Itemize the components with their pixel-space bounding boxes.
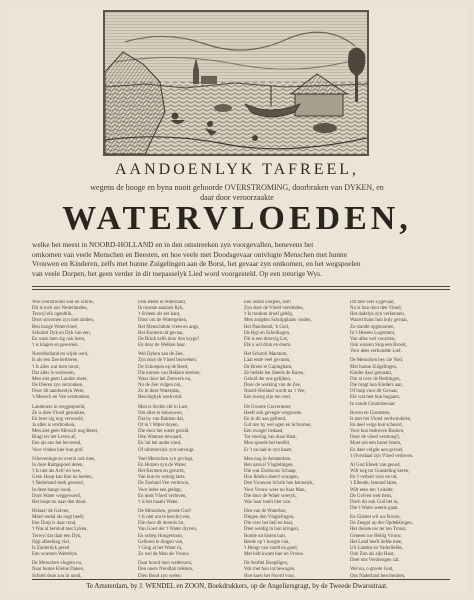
verse-line: De Schoepen op de Reed, bbox=[138, 364, 189, 370]
verse-line: En door de Welken haar. bbox=[138, 343, 186, 349]
song-column-4 bbox=[350, 300, 451, 578]
verse-line: Zo wel de Man als Vrouw. bbox=[138, 552, 190, 558]
verse-line: Die wat Zooboons Schaap, bbox=[244, 469, 297, 475]
verse-line: Elk u wil druk en doem. bbox=[244, 343, 292, 349]
verse-line: Zo stunde opgenomen, bbox=[350, 324, 395, 330]
verse-line: 't Hongt van voedt en goed, bbox=[244, 545, 298, 551]
verse-line: In 't Heeren Logement, bbox=[350, 330, 396, 336]
verse-line: Die 't Water weetis gaan. bbox=[350, 506, 399, 511]
verse-line: En boer zig nog verwoeld, bbox=[32, 416, 84, 422]
verse-line: Men ziet geen Landen meer, bbox=[32, 376, 88, 382]
verse-line: De Golven wek tiens, bbox=[350, 493, 393, 499]
verse-line: De Zeegol op der Opdekkingen, bbox=[350, 521, 413, 527]
verse-line: En deel velge hun scheurd, bbox=[350, 422, 403, 428]
verse-line: 't Ging al het Water in, bbox=[138, 545, 183, 551]
verse-line: Laat ende veel gevaren, bbox=[244, 358, 291, 364]
verse-line: Het dooste uw ter ten Troost, bbox=[350, 527, 407, 533]
verse-line: Daar hoord men wedersom, bbox=[138, 561, 193, 567]
verse-line: Geluid der ene gelijken, bbox=[244, 376, 291, 382]
verse-line: Van hun en weinig later, bbox=[138, 475, 186, 481]
verse-line: Ik moeste aanzien Ryk, bbox=[138, 306, 184, 312]
verse-line: Wel nu, o groote God, bbox=[350, 567, 394, 573]
verse-line: Om alles te behouwen, bbox=[138, 410, 183, 416]
verse-line: Die door de Water weeryk, bbox=[244, 493, 297, 499]
verse-line: En Hutzen zyn de Water, bbox=[138, 462, 187, 468]
verse-line: Is als een Zee herboren, bbox=[32, 358, 79, 364]
verse-line: 's Mensch en Vee verdronken. bbox=[32, 395, 91, 401]
verse-line: Het Kermen en gerucht, bbox=[138, 469, 185, 475]
verse-line: Scheveninge en overal ook mee, bbox=[32, 456, 96, 462]
verse-line: Die door het water gerold, bbox=[138, 429, 190, 435]
verse-line: Den Wateren bewaard, bbox=[138, 435, 183, 441]
verse-line: Landeners in weggespoeld, bbox=[32, 404, 86, 410]
verse-line: Een als ons het bevreesd, bbox=[32, 441, 82, 447]
verse-line: 't Is alles wat men hoort, bbox=[32, 364, 80, 370]
verse-line: 't Ellende, Iemand laten, bbox=[350, 481, 398, 487]
verse-line: Kinder daar gemaakt, bbox=[350, 370, 393, 376]
verse-line: Ook waaren Stop een Brood, bbox=[350, 343, 407, 349]
verse-line: Met bidt kwam hier en Vrouw. bbox=[244, 552, 304, 558]
verse-line: Waar door het Zeewerk nu, bbox=[138, 376, 192, 382]
verse-line: Nu is hun door den Vloed, bbox=[350, 306, 402, 312]
verse-line: Gelhoed te dragen van, bbox=[138, 539, 184, 545]
verse-line: Of hulp voor dit Gevaar, bbox=[350, 389, 399, 395]
verse-line: Mind veelal als nugt heeft, bbox=[32, 515, 85, 521]
song-column-1 bbox=[32, 300, 133, 578]
verse-line: 't Overdaad zyn Vloed verloven. bbox=[350, 453, 414, 459]
verse-line: Was haar boelt hier van. bbox=[244, 499, 292, 505]
verse-line: Schreit deze zoo in nood, bbox=[32, 573, 82, 578]
verse-line: Het Land heeft liefde mee, bbox=[350, 539, 403, 545]
verse-line: Terwyl dat daar een Dyk, bbox=[32, 533, 82, 539]
verse-line: Het Paardsend, 'k God, bbox=[244, 324, 290, 330]
verse-line: Ze is dien Vloed gezonken, bbox=[32, 410, 86, 416]
flood-woodcut-illustration bbox=[103, 10, 369, 156]
verse-line: Is met het Vloed verdwindelen, bbox=[350, 416, 412, 422]
verse-line: 't Is niet om te beschryven, bbox=[138, 515, 191, 521]
verse-line: Is Zuiderdyk gered bbox=[32, 545, 70, 551]
verse-line: Het Menschdom vrees en angs, bbox=[138, 324, 200, 330]
intro-line: welke het meest in NOORD-HOLLAND en in den omstreeken zyn voorgevallen, benevens het bbox=[32, 240, 314, 249]
verse-line: Of in 't Water doyen, bbox=[138, 422, 179, 428]
verse-line: En daer volgde uen gevoel, bbox=[350, 447, 404, 453]
verse-line: Dit is een droevig Lot, bbox=[244, 336, 289, 342]
verse-line: 't is klagen en gewenen. bbox=[32, 343, 79, 349]
verse-line: Heeft ook gevegte vergoorde, bbox=[244, 410, 303, 416]
verse-line: Hoe Ikbeko doen't wraagen, bbox=[244, 475, 299, 481]
verse-line: En onbeg Hongersnon, bbox=[138, 533, 183, 539]
verse-line: In zonde Grootsbevaar. bbox=[350, 401, 396, 407]
verse-line: Dien Bood zyn weten: bbox=[138, 573, 182, 578]
verse-line: Men ziet geen Mensch nog Beest, bbox=[32, 429, 99, 435]
verse-line: Men is Sechts stil in Last, bbox=[138, 404, 189, 410]
verse-line: De Grootte Gravermeer, bbox=[244, 404, 292, 410]
verse-line: Den van de Waterbar, bbox=[244, 509, 287, 514]
verse-line: Wilt nog tot Gunsteling keren, bbox=[350, 469, 410, 475]
verse-line: Door om de Watergetien, bbox=[138, 318, 188, 324]
verse-line: In deze bange nood, bbox=[32, 487, 72, 493]
verse-line: Die door dit deernis lot, bbox=[138, 521, 185, 527]
verse-line: Opp afbreking viel, bbox=[32, 539, 71, 545]
verse-line: Doet ons Verdrongen zal. bbox=[350, 558, 400, 564]
verse-line: Van alles wel voorzien, bbox=[350, 336, 396, 342]
verse-line: Zyn door de Vloed bezweken, bbox=[138, 358, 197, 364]
verse-line: Naar hunne Kleine Daken, bbox=[32, 567, 85, 573]
subtitle-line-2: daar door veroorzaakte bbox=[200, 193, 274, 202]
verse-line: Een zestal Dorpen, zelf! bbox=[244, 300, 292, 305]
verse-line: En niets Vloed verloven, bbox=[138, 493, 187, 499]
verse-line: Die bragt hun Kinders aan, bbox=[350, 383, 403, 389]
verse-line: Door Water weggevoerd, bbox=[32, 493, 82, 499]
song-column-2 bbox=[138, 300, 239, 578]
verse-line: Ook Beest in Waterland, bbox=[138, 300, 186, 305]
verse-line: Men nog in Amsterdam, bbox=[244, 456, 292, 462]
verse-line: Door de werking van de Zee, bbox=[244, 383, 302, 389]
verse-line: Voor hun bedreven Bosken, bbox=[350, 429, 405, 435]
verse-line: Ze bedekt het Steeds de Baren, bbox=[244, 370, 305, 376]
verse-line: 't Nederland sterk geroerd, bbox=[32, 481, 84, 487]
verse-line: Dit met veel Lygevaar, bbox=[350, 300, 395, 305]
verse-line: Ons Naderland beschermen, bbox=[350, 573, 406, 578]
verse-line: Uit Landen en Vaderliefde, bbox=[350, 545, 403, 551]
verse-line: Voor dees verkondde Lief. bbox=[350, 349, 402, 355]
verse-line: De Brens te Gapingham, bbox=[244, 364, 293, 370]
verse-line: Of nimmerslyk zyn ontvlugt. bbox=[138, 447, 195, 453]
verse-line: 't is het maakt Water. bbox=[138, 499, 179, 505]
verse-line: Noord-Holland wordt na 't Vee, bbox=[244, 389, 306, 395]
verse-line: Den Vrouwen Schrik hen kennelyk, bbox=[244, 481, 314, 487]
verse-line: Tot veering van duze Haat, bbox=[244, 435, 297, 441]
verse-line: De Menschen bey zie Nod, bbox=[350, 358, 404, 364]
verse-line: Waard thans hun huly gevaar, bbox=[350, 318, 408, 324]
verse-line: Geneest uw Heilig Vrouw, bbox=[350, 533, 402, 539]
verse-line: Dit is toch ons Nederlanden, bbox=[32, 306, 88, 312]
verse-line: Voor vinden hier hun graf. bbox=[32, 447, 84, 453]
verse-line: Het Schoorl Marstum, bbox=[244, 352, 288, 358]
verse-line: De Brink zelfs door den krygs? bbox=[138, 336, 200, 342]
flood-scene-graphic bbox=[105, 12, 367, 154]
verse-line: Noordholland en wijde oord, bbox=[32, 352, 89, 358]
verse-line: Het dadelyk zyn verkennen, bbox=[350, 312, 405, 318]
verse-line: Dingen den Vlagtelingen, bbox=[244, 515, 295, 521]
verse-line: En Gisbert wil uw Kroon, bbox=[350, 515, 401, 521]
verse-line: Elk wat met hun hogaam, bbox=[350, 395, 401, 401]
verse-line: En in dit aan gefomd, bbox=[244, 416, 287, 422]
broadside-sheet bbox=[6, 6, 468, 594]
verse-line: Die over het heil en baar, bbox=[244, 521, 294, 527]
verse-line: Bragt ter het Leven af, bbox=[32, 435, 77, 441]
intro-line: van veele Dorpen, het geen verder in dit toepasselyk Lied word voorgesteld. Op een treurige Wys. bbox=[32, 268, 322, 278]
verse-line: Door de vloed verdroeg't, bbox=[350, 435, 401, 441]
verse-line: Dien weldig in hun kringen, bbox=[244, 527, 300, 533]
verse-line: Door dit aandoenlyk Weer, bbox=[32, 389, 85, 395]
verse-line: Nu de Zee volgen om, bbox=[138, 383, 182, 389]
verse-line: Een Dorp is daar rond, bbox=[32, 521, 77, 527]
song-column-3 bbox=[244, 300, 345, 578]
verse-line: En 'tal het ander rond, bbox=[138, 441, 182, 447]
verse-line: 't Is niet als Ach! en wee, bbox=[32, 469, 82, 475]
intro-line: Vrouwen en Kinderen, zelfs met hunne Zuigelingen aan de Borst, het gevaar zyn ontkomen, en het wegspoelen bbox=[32, 259, 361, 268]
verse-line: En waar men zig ook heen, bbox=[32, 336, 86, 342]
verse-line: De Zeeland Vee verdroon, bbox=[138, 481, 190, 487]
intro-line: omkomen van veele Menschen en Beesten, en hoe veele met Doodsgevaar ontvlugte Menschen met hunne bbox=[32, 249, 348, 259]
verse-line: Al God Ebeek van geoud, bbox=[350, 462, 401, 468]
verse-line: Om al over de Bedringen, bbox=[350, 376, 401, 382]
verse-line: Terwyl elk ogenblik, bbox=[32, 312, 73, 318]
verse-line: Ook Zon als zijn Haar, bbox=[350, 552, 395, 558]
verse-line: De Menschen, groote God! bbox=[138, 509, 192, 514]
verse-line: Doch dit ook God het in, bbox=[350, 499, 399, 505]
verse-line: De Dieren zyn verzonken, bbox=[32, 383, 84, 389]
top-rule bbox=[32, 286, 450, 287]
verse-line: 't Was al bemind met Lyken, bbox=[32, 527, 88, 533]
verse-line: Moet om een haver braen, bbox=[350, 441, 402, 447]
verse-line: Hoe koen het Noord voor, bbox=[244, 573, 296, 578]
song-columns bbox=[32, 300, 450, 578]
verse-line: Zyn door de Vloed verslinden, bbox=[244, 306, 304, 312]
verse-line: En 't verbuit voor en uit, bbox=[350, 475, 398, 481]
verse-line: 't Is rondom droef gebêg, bbox=[244, 312, 294, 318]
verse-line: Boven en Grootsten, bbox=[350, 410, 391, 416]
bottom-rule bbox=[32, 579, 450, 580]
verse-line: Dat hy van Bakken dat, bbox=[138, 416, 185, 422]
verse-line: In deze Rampspoed delen, bbox=[32, 462, 84, 468]
top-rule-double bbox=[32, 289, 450, 290]
verse-line: Het Kuimen uit gevaar, bbox=[138, 330, 184, 336]
verse-line: Men spoede het beslibt, bbox=[244, 441, 291, 447]
verse-line: Een inweg zijn ten veel. bbox=[244, 395, 292, 401]
verse-line: Gaf ons hy wel ogen en Schromer, bbox=[244, 422, 312, 428]
verse-line: Een zwager bedaad, bbox=[244, 429, 284, 435]
verse-line: Ben aanval Vlagtelingen, bbox=[244, 462, 294, 468]
verse-line: Reeds op 't hoogte van, bbox=[244, 539, 290, 545]
verse-line: De Menschen vlugten nu, bbox=[32, 561, 83, 567]
verse-line: Wat met hun lot bewogen, bbox=[244, 567, 296, 573]
verse-line: Die komen van Bakken streken, bbox=[138, 370, 201, 376]
verse-line: De Ryp en Schellingen, bbox=[244, 330, 291, 336]
verse-line: Geen Hoop kan hier nu heelen, bbox=[32, 475, 93, 481]
verse-line: Voor Vrouw weer nu haar Man, bbox=[244, 487, 306, 493]
verse-line: Beschigtlyk werkvold. bbox=[138, 395, 183, 401]
verse-line: Wie overstroomt ooit en schrik, bbox=[32, 300, 94, 305]
verse-line: Het loopt nu naar den dood. bbox=[32, 499, 87, 505]
verse-line: Veel Menschen zyn gevlugt, bbox=[138, 456, 194, 462]
title-aandoenlyk-tafreel: AANDOENLYK TAFREEL, bbox=[114, 161, 360, 178]
verse-line: Wilt eens ten 't einder, bbox=[350, 487, 394, 493]
verse-line: Dat alles is verlooren, bbox=[32, 370, 75, 376]
verse-line: Den ouers Noodlak trekken, bbox=[138, 567, 194, 573]
intro-paragraph bbox=[32, 240, 450, 278]
verse-line: Er 't nu had in zyn haast. bbox=[244, 447, 293, 453]
verse-line: Van Goed der 't Water dryven, bbox=[138, 527, 198, 533]
verse-line: 't Scheen als eer kant, bbox=[138, 312, 181, 318]
verse-line: Schuimt Dyk en Dyk van een, bbox=[32, 330, 91, 336]
verse-line: Zo in deze Waterplas, bbox=[138, 389, 181, 395]
verse-line: Voor ieder een gedagt, bbox=[138, 487, 182, 493]
verse-line: Ben hooge Watervloed, bbox=[32, 324, 78, 330]
verse-line: Men zorgden Schulpplaats vinden, bbox=[244, 318, 312, 324]
headline-watervloeden: WATERVLOEDEN, bbox=[62, 200, 412, 237]
verse-line: Helaas! de Golven, bbox=[32, 509, 70, 514]
verse-line: De Amftel Boegdigen, bbox=[244, 561, 289, 567]
verse-line: Bonde uit kisten hart, bbox=[244, 533, 287, 539]
printer-imprint: Te Amsterdam, by J. WENDEL en ZOON, Boekdrukkers, op de Angeliersgragt, by de Tweede Dwarsstraat. bbox=[86, 582, 388, 590]
verse-line: Met hunne Zuigelingen, bbox=[350, 364, 398, 370]
verse-line: Ja alles is verdronken, bbox=[32, 422, 76, 428]
verse-line: Wel Dyken zan de Zee, bbox=[138, 352, 184, 358]
verse-line: Een woesten Waterbyk. bbox=[32, 552, 79, 558]
subtitle-line-1: wegens de hooge en byna nooit gehoorde OVERSTROMING, doorbraken van DYKEN, en bbox=[90, 183, 384, 192]
verse-line: Door stroomen zyn niet randen, bbox=[32, 318, 95, 324]
